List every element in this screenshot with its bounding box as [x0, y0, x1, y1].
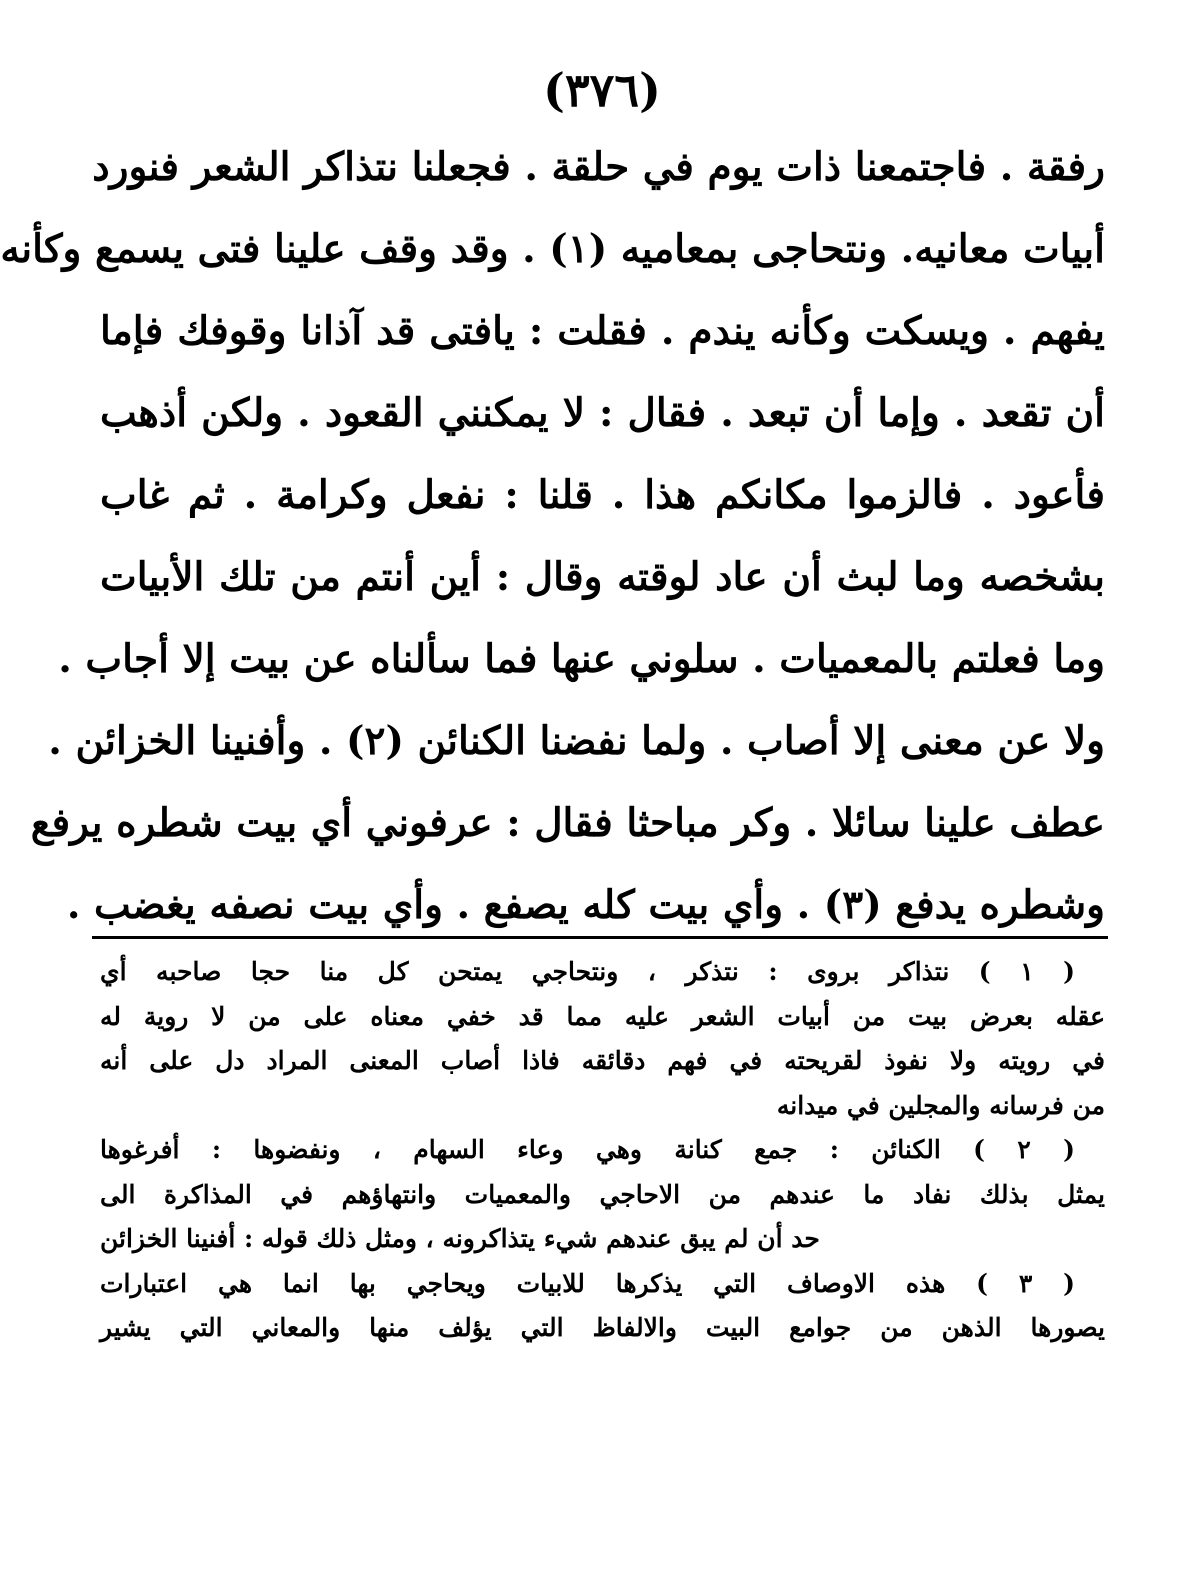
footnote-line: ( ٣ ) هذه الاوصاف التي يذكرها للابيات ويحاجي بها انما هي اعتبارات [100, 1268, 1075, 1298]
text-line: أن تقعد . وإما أن تبعد . فقال : لا يمكنني القعود . ولكن أذهب [100, 390, 1105, 436]
footnote-line: ( ٢ ) الكنائن : جمع كنانة وهي وعاء السهام ، ونفضوها : أفرغوها [100, 1135, 1075, 1164]
footnote-line: في رويته ولا نفوذ لقريحته في فهم دقائقه فاذا أصاب المعنى المراد دل على أنه [100, 1046, 1105, 1075]
text-line: فأعود . فالزموا مكانكم هذا . قلنا : نفعل وكرامة . ثم غاب [100, 472, 1105, 518]
footnote-line: عقله بعرض بيت من أبيات الشعر عليه مما قد خفي معناه على من لا روية له [100, 1001, 1105, 1031]
text-line: أبيات معانيه. ونتحاجى بمعاميه (١) . وقد وقف علينا فتى يسمع وكأنه [0, 226, 1105, 272]
text-line: رفقة . فاجتمعنا ذات يوم في حلقة . فجعلنا نتذاكر الشعر فنورد [92, 144, 1105, 190]
footnote-line: حد أن لم يبق عندهم شيء يتذاكرونه ، ومثل ذلك قوله : أفنينا الخزائن [100, 1224, 820, 1253]
text-line: ولا عن معنى إلا أصاب . ولما نفضنا الكنائن (٢) . وأفنينا الخزائن . [48, 718, 1105, 764]
footnote-line: يصورها الذهن من جوامع البيت والالفاظ التي يؤلف منها والمعاني التي يشير [100, 1313, 1105, 1342]
text-line: وما فعلتم بالمعميات . سلوني عنها فما سألناه عن بيت إلا أجاب . [58, 636, 1105, 682]
text-line: بشخصه وما لبث أن عاد لوقته وقال : أين أنتم من تلك الأبيات [100, 554, 1105, 600]
page-number: (٣٧٦) [543, 63, 661, 117]
footnote-line: من فرسانه والمجلين في ميدانه [776, 1090, 1105, 1120]
footnote-divider [92, 936, 1108, 939]
text-line: وشطره يدفع (٣) . وأي بيت كله يصفع . وأي بيت نصفه يغضب . [66, 882, 1105, 928]
text-line: يفهم . ويسكت وكأنه يندم . فقلت : يافتى قد آذانا وقوفك فإما [100, 308, 1105, 354]
text-line: عطف علينا سائلا . وكر مباحثا فقال : عرفوني أي بيت شطره يرفع [30, 800, 1105, 846]
footnote-line: ( ١ ) نتذاكر بروى : نتذكر ، ونتحاجي يمتحن كل منا حجا صاحبه أي [100, 957, 1075, 986]
main-text [0, 126, 1105, 946]
footnote-line: يمثل بذلك نفاد ما عندهم من الاحاجي والمعميات وانتهاؤهم في المذاكرة الى [100, 1179, 1105, 1209]
footnotes [100, 950, 1105, 1351]
